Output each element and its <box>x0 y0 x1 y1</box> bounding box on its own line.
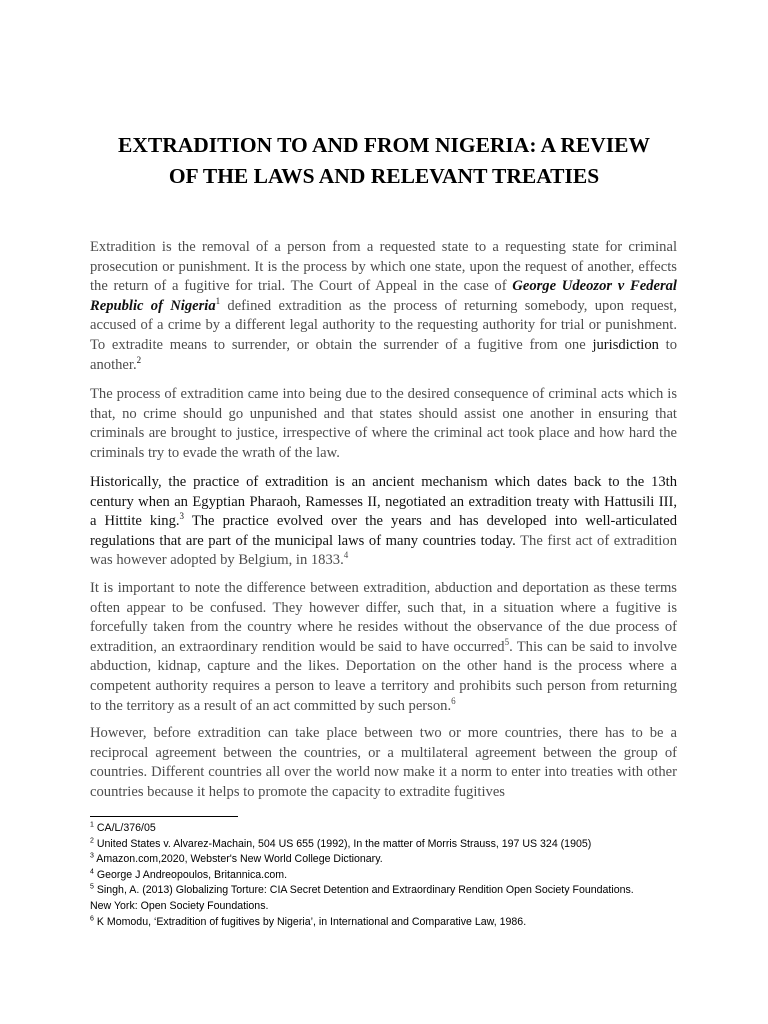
footnote-number: 2 <box>90 837 94 845</box>
paragraph-definition-text-a: Extradition is the removal of a person from a requested state to a requesting state for criminal prosecution or punishment. It is the process by which one state, upon the request of another, effects the return of a fugitive for trial. The Court of Appeal in the case of <box>90 239 677 295</box>
footnote-number: 4 <box>90 868 94 876</box>
paragraph-definition <box>90 238 677 375</box>
paragraph-definition-text-c: to another. <box>90 336 678 373</box>
paragraph-treaties: However, before extradition can take place between two or more countries, there has to be a reciprocal agreement between the countries, or a multilateral agreement between the group of countries. Different countries all over the world now make it a norm to enter into treaties with other countries because it helps to promote the capacity to extradite fugitives <box>90 725 677 800</box>
footnote-ref-3[interactable]: 3 <box>179 511 185 522</box>
footnote-number: 5 <box>90 883 94 891</box>
footnote-ref-1[interactable]: 1 <box>215 295 221 306</box>
footnote-ref-5[interactable]: 5 <box>504 636 510 647</box>
footnote-number: 3 <box>90 852 94 860</box>
paragraph-history <box>90 473 677 571</box>
title-line-1: EXTRADITION TO AND FROM NIGERIA: A REVIEW <box>117 133 650 157</box>
footnote-text: Singh, A. (2013) Globalizing Torture: CIA Secret Detention and Extraordinary Rendition Open Society Foundations. New York: Open Society Foundations. <box>90 884 634 912</box>
footnote-separator <box>90 816 238 817</box>
title-line-2: OF THE LAWS AND RELEVANT TREATIES <box>168 164 600 188</box>
footnote-text: CA/L/376/05 <box>96 822 156 834</box>
paragraph-history-text-b: The practice evolved over the years and has developed into well-articulated regulations that are part of the municipal laws of many countries today. <box>90 513 677 549</box>
case-name: George Udeozor v Federal Republic of Nigeria <box>90 278 677 314</box>
document-title <box>70 130 698 192</box>
paragraph-origin: The process of extradition came into being due to the desired consequence of criminal acts which is that, no crime should go unpunished and that states should assist one another in ensuring that criminals are brought to justice, irrespective of where the criminal act took place and how hard the criminals try to evade the wrath of the law. <box>90 386 677 461</box>
footnotes <box>90 821 680 930</box>
footnote-3 <box>90 852 680 868</box>
paragraph-history-text-c: The first act of extradition was however adopted by Belgium, in 1833. <box>90 532 677 569</box>
footnote-6 <box>90 915 680 931</box>
footnote-text: Amazon.com,2020, Webster's New World College Dictionary. <box>96 853 383 866</box>
paragraph-differences-text-b: . This can be said to involve abduction, kidnap, capture and the likes. Deportation on the other hand is the process where a competent authority requires a person to leave a territory and prohibits such person from returning to the territory as a result of an act committed by such person. <box>90 638 677 714</box>
paragraph-definition-text-b: defined extradition as the process of returning somebody, upon request, accused of a crime by a different legal authority to the requesting authority for trial or punishment. To extradite means to surrender, or obtain the surrender of a fugitive from one <box>90 297 677 353</box>
footnote-text: United States v. Alvarez-Machain, 504 US 655 (1992), In the matter of Morris Strauss, 197 US 324 (1905) <box>96 837 592 850</box>
footnote-ref-2[interactable]: 2 <box>136 354 142 365</box>
footnote-number: 6 <box>90 915 94 923</box>
footnote-1 <box>90 821 680 837</box>
footnote-4 <box>90 868 680 884</box>
paragraph-differences-text-a: It is important to note the difference between extradition, abduction and deportation as these terms often appear to be confused. They however differ, such that, in a situation where a fugitive is forcefully taken from the country where he resides without the observance of the due process of extradition, an extraordinary rendition would be said to have occurred <box>90 580 677 655</box>
jurisdiction-term: jurisdiction <box>592 336 659 353</box>
footnote-ref-6[interactable]: 6 <box>451 695 456 706</box>
paragraph-differences <box>90 579 677 716</box>
footnote-ref-4[interactable]: 4 <box>343 550 349 561</box>
footnote-text: K Momodu, ‘Extradition of fugitives by Nigeria’, in International and Comparative Law, 1986. <box>96 915 527 928</box>
footnote-text: George J Andreopoulos, Britannica.com. <box>96 868 288 881</box>
footnote-5 <box>90 883 680 914</box>
footnote-number: 1 <box>90 821 94 829</box>
footnote-2 <box>90 837 680 853</box>
paragraph-history-text-a: Historically, the practice of extradition is an ancient mechanism which dates back to the 13th century when an Egyptian Pharaoh, Ramesses II, negotiated an extradition treaty with Hattusili III, a Hittite king. <box>90 474 677 530</box>
